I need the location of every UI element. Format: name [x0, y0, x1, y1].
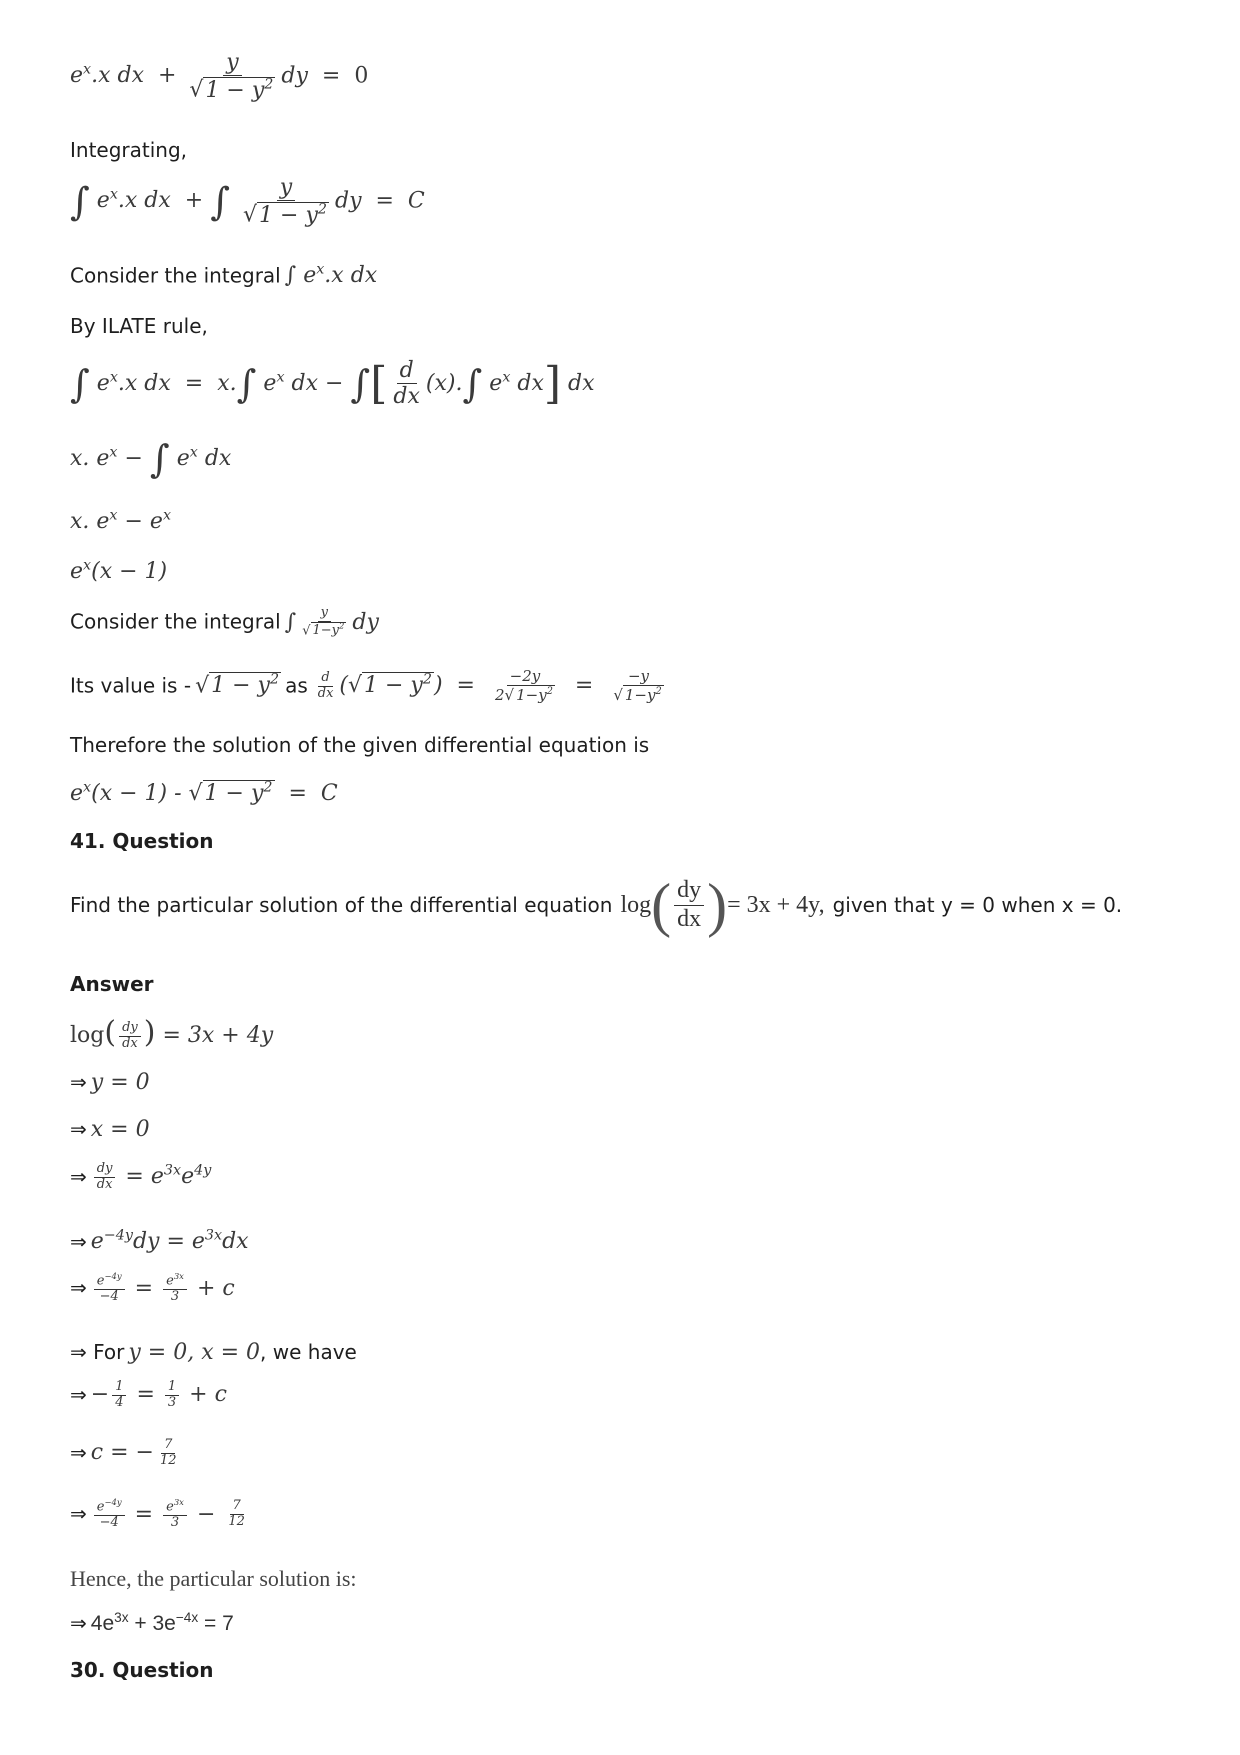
answer-step-2: ⇒ y = 0 [70, 1070, 150, 1095]
a7-for: For [93, 1340, 125, 1364]
question-41-text: Find the particular solution of the differential equation log ( $\frac{dy}{dx}$ ) = 3x + 4y, given that y = 0 when x = 0. [70, 872, 1123, 938]
value-line: Its value is - $√1 - y^2$ as $\frac{d}{dx}$ $(√1 - y^2)$ = $\frac{-2y}{2√ 1-y^2}$ = $\frac{-y}{√ 1-y^2}$ [70, 667, 662, 705]
equation-6: $e^x(x - 1)$ [70, 558, 168, 585]
q41-rhs: = 3x + 4y, [727, 891, 825, 918]
answer-step-10: ⇒ $\frac{e^{-4y}}{-4}$ = $\frac{e^{3x}}{3}$ − $\frac{7}{12}$ [70, 1497, 245, 1531]
hence-text: Hence, the particular solution is: [70, 1566, 357, 1591]
a3-math: x = 0 [90, 1117, 150, 1142]
answer-step-8: ⇒ − $\frac{1}{4}$ = $\frac{1}{3}$ + c [70, 1379, 227, 1410]
equation-3: ∫ $e^x.x$ dx = x.∫ $e^x$ dx − ∫[ $\frac{d}{dx}$ (x).∫ $e^x$ dx] dx [70, 357, 595, 410]
question-41-title: 41. Question [70, 829, 214, 853]
equation-7: $e^x(x - 1) - √1 - y^2 = C$ [70, 780, 338, 807]
answer-step-1: log( $\frac{dy}{dx}$ ) = 3x + 4y [70, 1015, 274, 1051]
a7-have: , we have [260, 1340, 357, 1364]
consider-text-1: Consider the integral [70, 263, 281, 288]
question-30-title: 30. Question [70, 1658, 214, 1682]
ilate-text: By ILATE rule, [70, 314, 208, 338]
answer-step-3: ⇒ x = 0 [70, 1117, 150, 1142]
consider-math-1: ∫ $e^x.x$ dx [284, 262, 378, 289]
therefore-text: Therefore the solution of the given differential equation is [70, 733, 650, 757]
q41-given: given that y = 0 when x = 0. [832, 893, 1123, 917]
consider-integral-2 [70, 606, 379, 639]
integrating-text: Integrating, [70, 138, 188, 162]
answer-step-7: ⇒ For y = 0, x = 0, we have [70, 1340, 357, 1365]
a2-math: y = 0 [90, 1070, 150, 1095]
equation-5: x. $e^x - e^x$ [70, 508, 172, 535]
equation-2: ∫ $e^x.x$ dx + ∫ $\frac{y}{√1 - y^2}$ dy = C [70, 175, 425, 228]
consider-integral-1 [70, 262, 377, 288]
value-as: as [285, 673, 308, 698]
consider-math-2: ∫ $\frac{y}{√ 1-y^2}$ dy [284, 605, 379, 639]
consider-text-2: Consider the integral [70, 609, 281, 634]
value-prefix: Its value is - [70, 673, 192, 698]
equation-4: x. $e^x$ − ∫ $e^x$ dx [70, 437, 232, 481]
answer-step-4: ⇒ $\frac{dy}{dx}$ = $e^{3x}e^{4y}$ [70, 1161, 212, 1192]
final-answer: ⇒ $4e^{3x} + 3e^{-4x} = 7$ [70, 1610, 234, 1635]
equation-1: $e^x.x$ dx + $\frac{y}{√1 - y^2}$ dy = 0 [70, 50, 369, 103]
a7-math: y = 0, x = 0 [128, 1340, 261, 1365]
q41-text: Find the particular solution of the differential equation [70, 893, 613, 917]
answer-step-9: ⇒ c = − $\frac{7}{12}$ [70, 1437, 177, 1468]
answer-step-6: ⇒ $\frac{e^{-4y}}{-4}$ = $\frac{e^{3x}}{3}$ + c [70, 1271, 235, 1305]
answer-step-5: ⇒ $e^{-4y}dy = e^{3x}dx$ [70, 1228, 249, 1255]
answer-heading: Answer [70, 972, 154, 996]
